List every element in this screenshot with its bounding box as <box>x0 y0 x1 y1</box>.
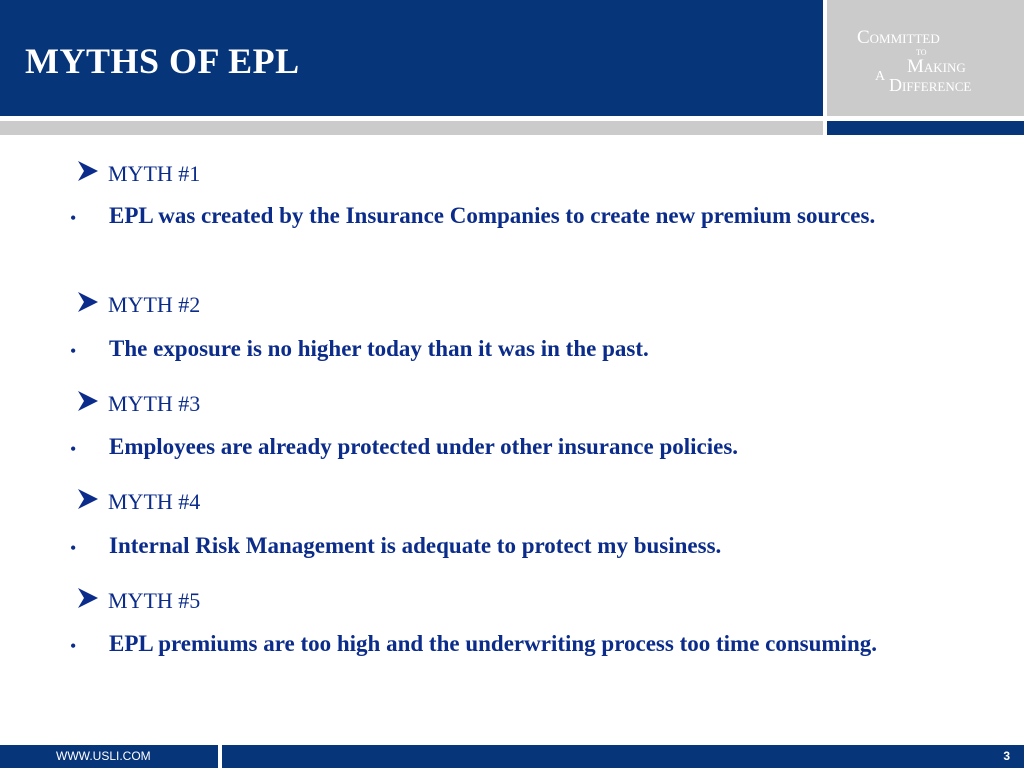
arrow-bullet-icon <box>76 587 102 615</box>
footer-right-bar <box>222 745 1024 768</box>
logo-text-committed: Committed <box>857 27 940 48</box>
myth-text-3: Employees are already protected under other insurance policies. <box>109 434 739 459</box>
bullet-dot: • <box>70 208 77 228</box>
myth-text-2: The exposure is no higher today than it was in the past. <box>109 336 649 361</box>
bullet-dot: • <box>70 341 77 361</box>
myth-heading-3 <box>76 390 200 418</box>
myth-label: MYTH #3 <box>108 391 201 416</box>
header-band <box>0 0 823 116</box>
page-number: 3 <box>1003 749 1010 763</box>
myth-text-1: EPL was created by the Insurance Companies to create new premium sources. <box>109 203 876 228</box>
header-divider-blue <box>827 121 1024 135</box>
myth-heading-2 <box>76 291 200 319</box>
footer-url: WWW.USLI.COM <box>56 749 151 763</box>
arrow-bullet-icon <box>76 488 102 516</box>
myth-text-5: EPL premiums are too high and the underwriting process too time consuming. <box>109 631 877 656</box>
header-divider-gray <box>0 121 823 135</box>
arrow-bullet-icon <box>76 160 102 188</box>
footer-left-bar <box>0 745 218 768</box>
logo-text-to: to <box>916 44 927 58</box>
bullet-dot: • <box>70 636 77 656</box>
myth-text-4: Internal Risk Management is adequate to protect my business. <box>109 533 722 558</box>
bullet-dot: • <box>70 538 77 558</box>
arrow-bullet-icon <box>76 390 102 418</box>
myth-heading-1 <box>76 160 200 188</box>
myth-label: MYTH #1 <box>108 161 201 186</box>
myth-heading-5 <box>76 587 200 615</box>
company-logo <box>827 0 1024 116</box>
myth-heading-4 <box>76 488 200 516</box>
slide-title: MYTHS OF EPL <box>25 41 300 81</box>
logo-text-a: A <box>875 69 886 84</box>
arrow-bullet-icon <box>76 291 102 319</box>
bullet-dot: • <box>70 439 77 459</box>
myth-label: MYTH #4 <box>108 489 201 514</box>
myth-label: MYTH #5 <box>108 588 201 613</box>
myth-label: MYTH #2 <box>108 292 201 317</box>
logo-text-making: Making <box>907 56 966 77</box>
logo-text-difference: Difference <box>889 75 972 95</box>
